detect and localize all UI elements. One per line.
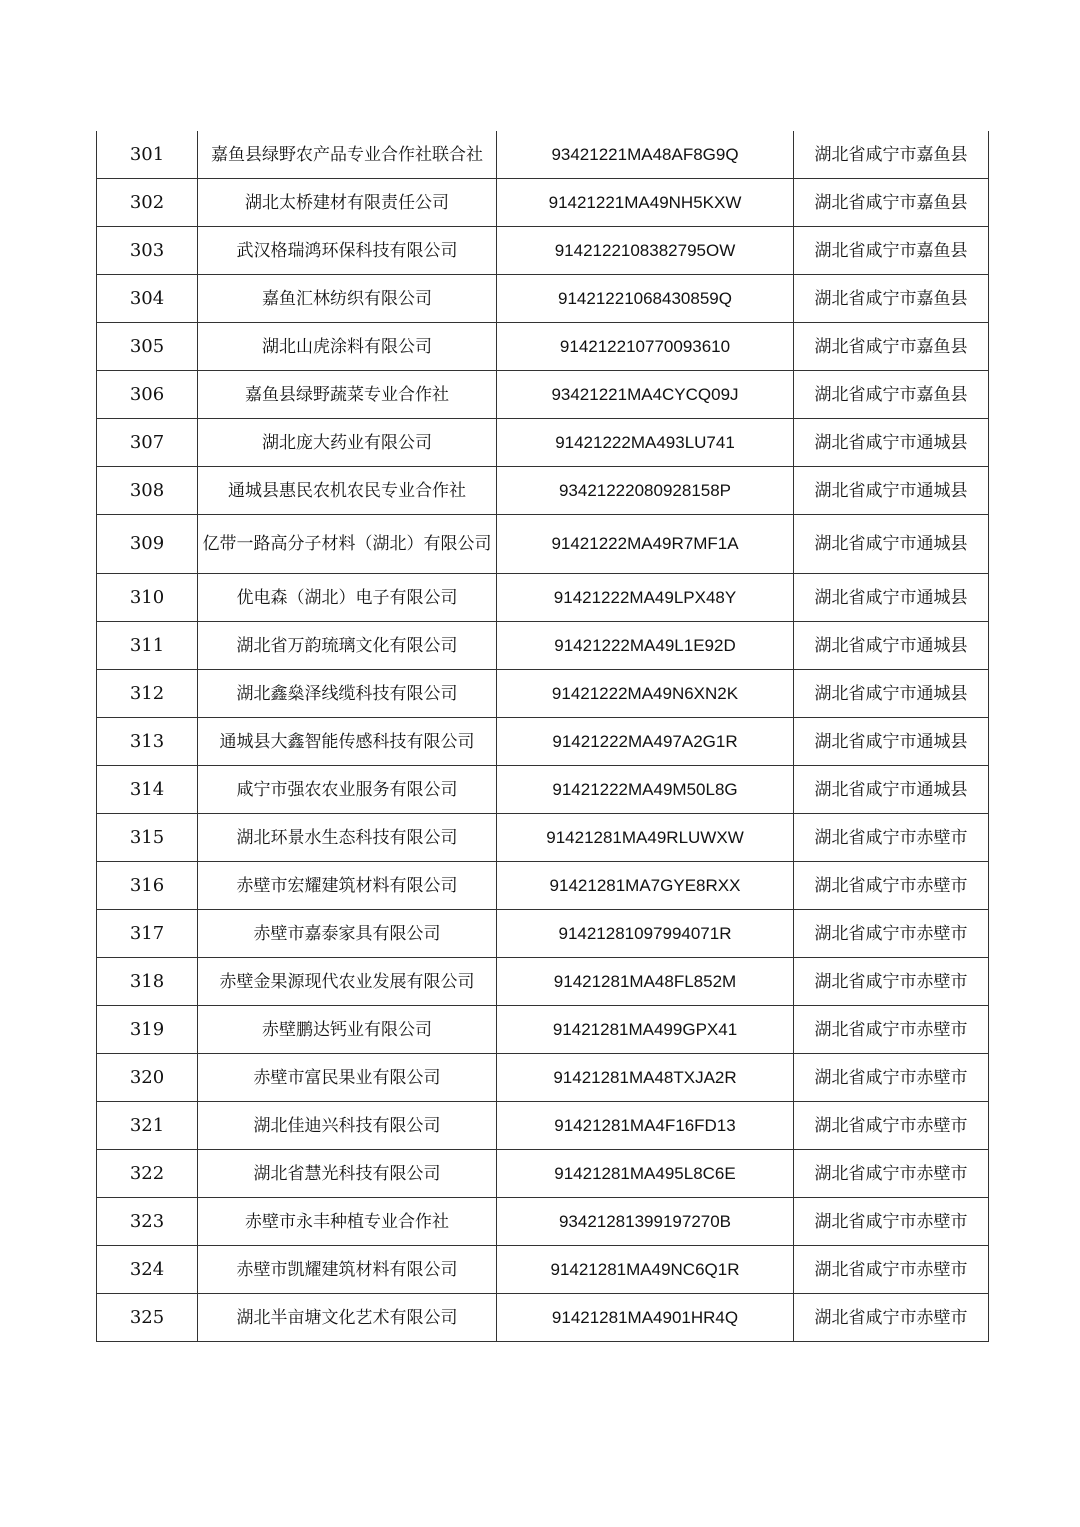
table-row: [97, 179, 989, 227]
table-row: [97, 275, 989, 323]
credit-code-cell: 91421281MA49RLUWXW: [497, 814, 794, 862]
table-body: [97, 131, 989, 1342]
company-name-cell: 湖北省慧光科技有限公司: [198, 1150, 497, 1198]
table-row: [97, 515, 989, 574]
company-name-cell: 武汉格瑞鸿环保科技有限公司: [198, 227, 497, 275]
company-name-cell: 赤壁市凯耀建筑材料有限公司: [198, 1246, 497, 1294]
credit-code-cell: 91421222MA493LU741: [497, 419, 794, 467]
row-number-cell: 318: [97, 958, 198, 1006]
table-row: [97, 131, 989, 179]
region-cell: 湖北省咸宁市赤壁市: [794, 1054, 989, 1102]
company-name-cell: 赤壁鹏达钙业有限公司: [198, 1006, 497, 1054]
credit-code-cell: 91421281MA499GPX41: [497, 1006, 794, 1054]
table-row: [97, 910, 989, 958]
row-number-cell: 324: [97, 1246, 198, 1294]
credit-code-cell: 91421281MA48TXJA2R: [497, 1054, 794, 1102]
region-cell: 湖北省咸宁市嘉鱼县: [794, 227, 989, 275]
credit-code-cell: 9142122108382795OW: [497, 227, 794, 275]
company-name-cell: 通城县惠民农机农民专业合作社: [198, 467, 497, 515]
company-name-cell: 湖北庞大药业有限公司: [198, 419, 497, 467]
row-number-cell: 310: [97, 574, 198, 622]
credit-code-cell: 914212210770093610: [497, 323, 794, 371]
region-cell: 湖北省咸宁市赤壁市: [794, 814, 989, 862]
row-number-cell: 305: [97, 323, 198, 371]
credit-code-cell: 91421222MA497A2G1R: [497, 718, 794, 766]
row-number-cell: 314: [97, 766, 198, 814]
company-name-cell: 嘉鱼县绿野蔬菜专业合作社: [198, 371, 497, 419]
table-row: [97, 1150, 989, 1198]
company-name-cell: 亿带一路高分子材料（湖北）有限公司: [198, 515, 497, 574]
table-row: [97, 1294, 989, 1342]
credit-code-cell: 91421281097994071R: [497, 910, 794, 958]
region-cell: 湖北省咸宁市嘉鱼县: [794, 371, 989, 419]
row-number-cell: 312: [97, 670, 198, 718]
table-row: [97, 718, 989, 766]
table-row: [97, 814, 989, 862]
credit-code-cell: 91421281MA495L8C6E: [497, 1150, 794, 1198]
credit-code-cell: 91421221068430859Q: [497, 275, 794, 323]
region-cell: 湖北省咸宁市通城县: [794, 766, 989, 814]
table-row: [97, 670, 989, 718]
table-row: [97, 862, 989, 910]
region-cell: 湖北省咸宁市嘉鱼县: [794, 323, 989, 371]
region-cell: 湖北省咸宁市通城县: [794, 515, 989, 574]
credit-code-cell: 91421222MA49LPX48Y: [497, 574, 794, 622]
row-number-cell: 304: [97, 275, 198, 323]
region-cell: 湖北省咸宁市嘉鱼县: [794, 131, 989, 179]
region-cell: 湖北省咸宁市赤壁市: [794, 1006, 989, 1054]
table-row: [97, 766, 989, 814]
row-number-cell: 307: [97, 419, 198, 467]
credit-code-cell: 91421281MA4F16FD13: [497, 1102, 794, 1150]
table-row: [97, 1246, 989, 1294]
table-row: [97, 1102, 989, 1150]
region-cell: 湖北省咸宁市通城县: [794, 574, 989, 622]
region-cell: 湖北省咸宁市通城县: [794, 419, 989, 467]
table-row: [97, 371, 989, 419]
region-cell: 湖北省咸宁市嘉鱼县: [794, 179, 989, 227]
company-name-cell: 赤壁市永丰种植专业合作社: [198, 1198, 497, 1246]
credit-code-cell: 91421222MA49R7MF1A: [497, 515, 794, 574]
row-number-cell: 321: [97, 1102, 198, 1150]
enterprise-table: [96, 131, 989, 1342]
row-number-cell: 323: [97, 1198, 198, 1246]
row-number-cell: 309: [97, 515, 198, 574]
company-name-cell: 嘉鱼县绿野农产品专业合作社联合社: [198, 131, 497, 179]
region-cell: 湖北省咸宁市通城县: [794, 670, 989, 718]
company-name-cell: 赤壁金果源现代农业发展有限公司: [198, 958, 497, 1006]
credit-code-cell: 93421221MA4CYCQ09J: [497, 371, 794, 419]
row-number-cell: 317: [97, 910, 198, 958]
credit-code-cell: 93421222080928158P: [497, 467, 794, 515]
credit-code-cell: 93421281399197270B: [497, 1198, 794, 1246]
company-name-cell: 优电森（湖北）电子有限公司: [198, 574, 497, 622]
table-row: [97, 1006, 989, 1054]
credit-code-cell: 91421221MA49NH5KXW: [497, 179, 794, 227]
credit-code-cell: 93421221MA48AF8G9Q: [497, 131, 794, 179]
region-cell: 湖北省咸宁市赤壁市: [794, 1198, 989, 1246]
table-row: [97, 1054, 989, 1102]
company-name-cell: 湖北太桥建材有限责任公司: [198, 179, 497, 227]
region-cell: 湖北省咸宁市赤壁市: [794, 1294, 989, 1342]
region-cell: 湖北省咸宁市通城县: [794, 622, 989, 670]
table-row: [97, 467, 989, 515]
region-cell: 湖北省咸宁市赤壁市: [794, 1102, 989, 1150]
region-cell: 湖北省咸宁市通城县: [794, 467, 989, 515]
row-number-cell: 303: [97, 227, 198, 275]
company-name-cell: 湖北半亩塘文化艺术有限公司: [198, 1294, 497, 1342]
company-name-cell: 赤壁市富民果业有限公司: [198, 1054, 497, 1102]
company-name-cell: 咸宁市强农农业服务有限公司: [198, 766, 497, 814]
row-number-cell: 302: [97, 179, 198, 227]
row-number-cell: 301: [97, 131, 198, 179]
region-cell: 湖北省咸宁市通城县: [794, 718, 989, 766]
credit-code-cell: 91421281MA4901HR4Q: [497, 1294, 794, 1342]
credit-code-cell: 91421222MA49M50L8G: [497, 766, 794, 814]
company-name-cell: 赤壁市宏耀建筑材料有限公司: [198, 862, 497, 910]
company-name-cell: 湖北鑫燊泽线缆科技有限公司: [198, 670, 497, 718]
table-row: [97, 622, 989, 670]
credit-code-cell: 91421222MA49N6XN2K: [497, 670, 794, 718]
credit-code-cell: 91421281MA48FL852M: [497, 958, 794, 1006]
company-name-cell: 湖北山虎涂料有限公司: [198, 323, 497, 371]
table-row: [97, 574, 989, 622]
company-name-cell: 通城县大鑫智能传感科技有限公司: [198, 718, 497, 766]
table-row: [97, 1198, 989, 1246]
company-name-cell: 湖北佳迪兴科技有限公司: [198, 1102, 497, 1150]
row-number-cell: 316: [97, 862, 198, 910]
company-name-cell: 湖北环景水生态科技有限公司: [198, 814, 497, 862]
row-number-cell: 308: [97, 467, 198, 515]
row-number-cell: 313: [97, 718, 198, 766]
row-number-cell: 322: [97, 1150, 198, 1198]
table-row: [97, 323, 989, 371]
row-number-cell: 319: [97, 1006, 198, 1054]
credit-code-cell: 91421222MA49L1E92D: [497, 622, 794, 670]
region-cell: 湖北省咸宁市赤壁市: [794, 958, 989, 1006]
credit-code-cell: 91421281MA49NC6Q1R: [497, 1246, 794, 1294]
row-number-cell: 325: [97, 1294, 198, 1342]
region-cell: 湖北省咸宁市赤壁市: [794, 910, 989, 958]
company-name-cell: 嘉鱼汇林纺织有限公司: [198, 275, 497, 323]
region-cell: 湖北省咸宁市赤壁市: [794, 862, 989, 910]
region-cell: 湖北省咸宁市赤壁市: [794, 1150, 989, 1198]
region-cell: 湖北省咸宁市嘉鱼县: [794, 275, 989, 323]
company-name-cell: 湖北省万韵琉璃文化有限公司: [198, 622, 497, 670]
row-number-cell: 315: [97, 814, 198, 862]
row-number-cell: 311: [97, 622, 198, 670]
table-row: [97, 958, 989, 1006]
row-number-cell: 320: [97, 1054, 198, 1102]
row-number-cell: 306: [97, 371, 198, 419]
company-name-cell: 赤壁市嘉泰家具有限公司: [198, 910, 497, 958]
table-row: [97, 227, 989, 275]
credit-code-cell: 91421281MA7GYE8RXX: [497, 862, 794, 910]
region-cell: 湖北省咸宁市赤壁市: [794, 1246, 989, 1294]
table-row: [97, 419, 989, 467]
